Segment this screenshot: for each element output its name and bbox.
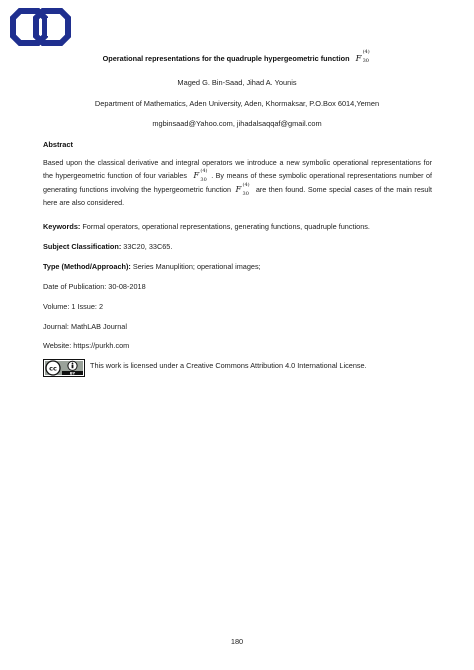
author-emails: mgbinsaad@Yahoo.com, jihadalsaqqaf@gmail.com xyxy=(152,119,322,128)
title-text: Operational representations for the quadruple hypergeometric function xyxy=(102,54,350,63)
function-symbol-inline: F (4) 30 xyxy=(193,168,208,184)
abstract-body xyxy=(43,156,432,210)
paper-title xyxy=(0,49,474,64)
abstract-heading: Abstract xyxy=(43,140,73,149)
publication-date: Date of Publication: 30-08-2018 xyxy=(43,282,146,291)
keywords-label: Keywords: xyxy=(43,222,81,231)
function-symbol-inline-2: F (4) 30 xyxy=(235,181,250,197)
cc-by-license-icon[interactable] xyxy=(43,359,85,377)
subject-value: 33C20, 33C65. xyxy=(123,242,173,251)
svg-text:BY: BY xyxy=(69,371,76,376)
svg-text:cc: cc xyxy=(49,364,57,373)
type-label: Type (Method/Approach): xyxy=(43,262,131,271)
type-value: Series Manuplition; operational images; xyxy=(132,262,261,271)
website-line: Website: https://purkh.com xyxy=(43,341,130,350)
subject-label: Subject Classification: xyxy=(43,242,122,251)
license-text: This work is licensed under a Creative Commons Attribution 4.0 International License. xyxy=(90,361,367,370)
type-line xyxy=(43,262,261,271)
journal-name: Journal: MathLAB Journal xyxy=(43,322,127,331)
page-number: 180 xyxy=(230,637,244,646)
volume-issue: Volume: 1 Issue: 2 xyxy=(43,302,104,311)
subject-classification-line xyxy=(43,242,172,251)
abstract-part-2: . By means of these symbolic operational representations number of generating functions involving the hypergeometric function xyxy=(43,171,432,194)
journal-logo-icon xyxy=(10,8,72,46)
keywords-value: Formal operators, operational representations, generating functions, quadruple functions. xyxy=(82,222,370,231)
authors: Maged G. Bin-Saad, Jihad A. Younis xyxy=(177,78,297,87)
keywords-line xyxy=(43,222,370,231)
abstract-part-3: are then found. Some special cases of the main result here are also considered. xyxy=(43,184,433,208)
function-symbol: F (4) 30 xyxy=(355,49,370,64)
affiliation: Department of Mathematics, Aden University, Aden, Khormaksar, P.O.Box 6014,Yemen xyxy=(94,99,380,108)
abstract-part-1: Based upon the classical derivative and integral operators we introduce a new symbolic operational representations for the hypergeometric function of four variables xyxy=(43,158,432,181)
